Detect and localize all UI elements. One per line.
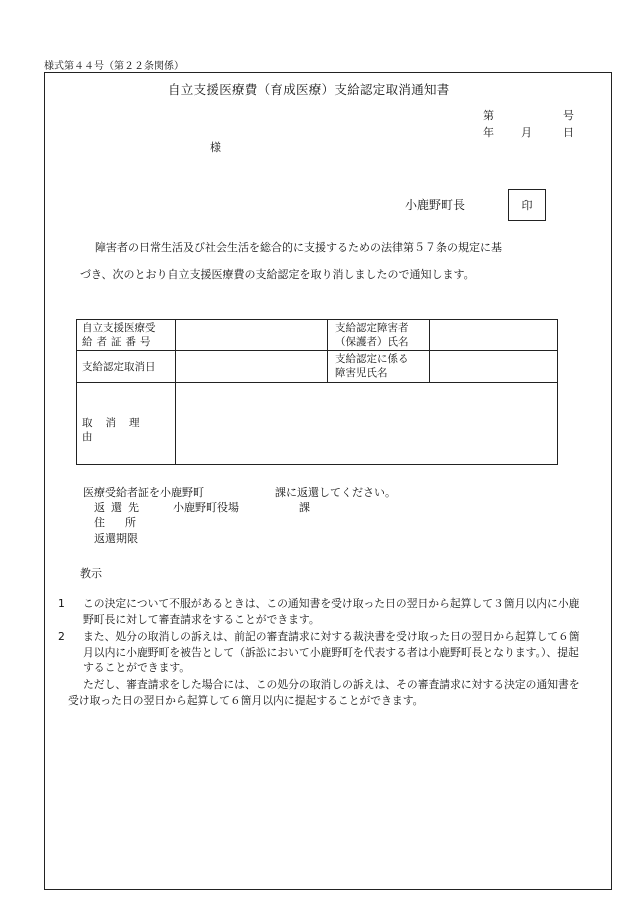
table-label-child-name: 支給認定に係る 障害児氏名 [335,353,409,379]
body-text-line1: 障害者の日常生活及び社会生活を総合的に支援するための法律第５７条の規定に基 [95,241,502,254]
return-deadline-label: 返還期限 [94,532,138,545]
table-label-certified-person: 支給認定障害者 （保護者）氏名 [335,322,409,348]
return-address-label: 住所 [94,516,156,529]
addressee-suffix: 様 [210,141,221,154]
seal-box [508,189,546,221]
date-day: 日 [563,126,574,139]
note-item-2 [58,629,586,676]
number-prefix: 第 [483,109,494,122]
document-title: 自立支援医療費（育成医療）支給認定取消通知書 [168,82,450,97]
seal-label: 印 [521,199,533,212]
note-item-1 [58,596,586,627]
form-number: 様式第４４号（第２２条関係） [44,61,184,72]
info-table [76,319,558,465]
date-year: 年 [483,126,494,139]
table-label-recipient-number: 自立支援医療受 給者証番号 [82,322,156,348]
return-instruction-b: 課に返還してください。 [275,486,396,499]
note-1-number: 1 [58,597,65,610]
note-item-3 [58,677,586,708]
date-month: 月 [521,126,532,139]
body-text-line2: づき、次のとおり自立支援医療費の支給認定を取り消しましたので通知します。 [80,268,475,281]
return-destination-value: 小鹿野町役場 [173,501,239,514]
note-2-text: また、処分の取消しの訴えは、前記の審査請求に対する裁決書を受け取った日の翌日から起算して６箇月以内に小鹿野町を被告として（訴訟において小鹿野町を代表する者は小鹿野町長となります。）、提起することができます。 [83,630,580,674]
table-label-cancel-date: 支給認定取消日 [82,361,156,373]
note-2-number: 2 [58,630,65,643]
table-label-cancel-reason: 取消理由 [82,417,153,443]
return-destination-label: 返還先 [94,501,145,514]
return-instruction-a: 医療受給者証を小鹿野町 [83,486,204,499]
issuer-name: 小鹿野町長 [405,198,466,212]
note-3-text: ただし、審査請求をした場合には、この処分の取消しの訴えは、その審査請求に対する決定の通知書を受け取った日の翌日から起算して６箇月以内に提起することができます。 [68,678,580,707]
number-suffix: 号 [563,109,574,122]
note-1-text: この決定について不服があるときは、この通知書を受け取った日の翌日から起算して３箇月以内に小鹿野町長に対して審査請求をすることができます。 [83,597,580,626]
return-destination-section: 課 [299,501,310,514]
instruction-label: 教示 [80,567,102,580]
